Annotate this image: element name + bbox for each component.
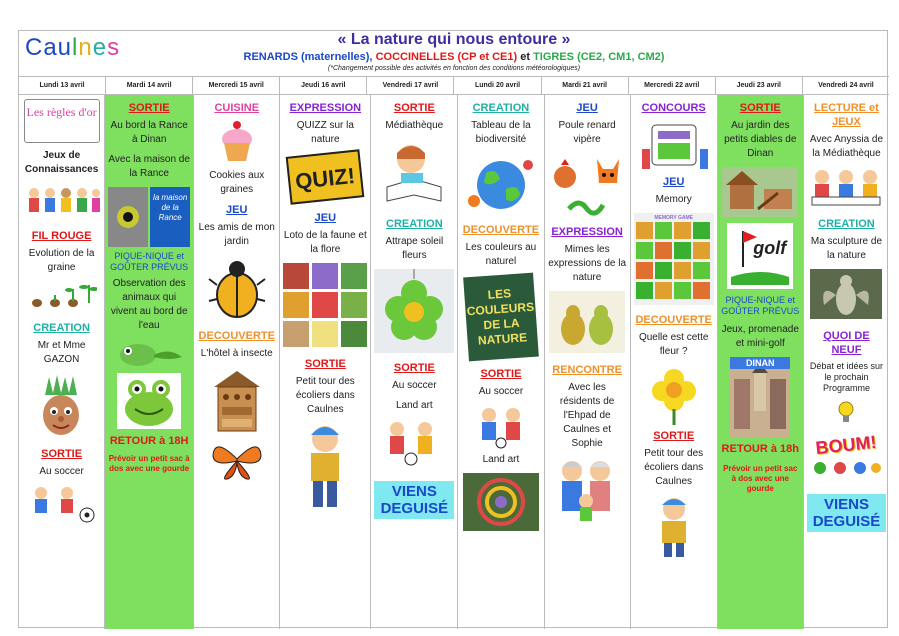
seedling-icon <box>27 281 97 311</box>
viens-deguise-badge: VIENS DEGUISÉ <box>807 494 886 532</box>
frog-icon <box>117 373 181 429</box>
child-reading-icon <box>381 139 447 209</box>
grandparents-icon <box>554 457 620 523</box>
flower-suncatcher-icon <box>374 269 454 353</box>
activity-text: Au bord la Rance à Dinan <box>110 120 188 145</box>
category-label: SORTIE <box>739 102 781 114</box>
activity-text: Petit tour des écoliers dans Caulnes <box>295 376 355 415</box>
activity-text: Ma sculpture de la nature <box>810 236 883 261</box>
planning-page <box>18 30 888 628</box>
retour-text: RETOUR à 18h <box>721 443 799 455</box>
regles-dor-scroll: Les règles d'or <box>24 99 100 143</box>
days-row <box>19 77 889 95</box>
golf-logo-text: golf <box>753 238 787 258</box>
boy-hiker-icon <box>646 495 702 559</box>
earth-biodiversity-icon <box>466 153 536 215</box>
kids-soccer-icon <box>471 405 531 449</box>
column-vendredi-24 <box>804 95 889 629</box>
activity-text: Médiathèque <box>385 120 444 131</box>
activity-text: Petit tour des écoliers dans Caulnes <box>644 448 704 487</box>
butterfly-icon <box>209 437 265 483</box>
groups-line <box>19 51 889 63</box>
activity-text: Cookies aux graines <box>209 170 265 195</box>
category-label: DECOUVERTE <box>635 314 712 326</box>
category-label: CREATION <box>472 102 530 114</box>
kids-reading-icon <box>808 167 884 209</box>
category-label: JEU <box>226 204 248 216</box>
column-lundi-13 <box>19 95 105 629</box>
day-header: Mercredi 22 avril <box>629 77 716 94</box>
playground-icon <box>722 167 798 217</box>
activity-text: Evolution de la graine <box>28 248 95 273</box>
category-label: JEU <box>662 176 685 188</box>
beetle-icon <box>207 255 267 321</box>
activity-text: Mr et Mme GAZON <box>37 340 86 365</box>
day-header: Jeudi 16 avril <box>280 77 367 94</box>
quiz-badge: QUIZ! <box>286 149 365 204</box>
column-jeudi-23 <box>718 95 804 629</box>
day-header: Mercredi 15 avril <box>193 77 280 94</box>
day-header: Mardi 21 avril <box>542 77 629 94</box>
category-label: DECOUVERTE <box>198 330 275 342</box>
category-label: QUOI DE NEUF <box>823 330 870 356</box>
lightbulb-icon <box>835 400 857 424</box>
activity-text: Jeux de Connaissances <box>24 150 99 175</box>
eye-icon <box>108 187 148 247</box>
retour-text: RETOUR à 18H <box>109 435 189 447</box>
maison-rance-logo: la maison de la Rance <box>150 187 190 247</box>
soccer-kids-icon <box>27 485 97 523</box>
activity-text: Attrape soleil fleurs <box>385 236 444 261</box>
category-label: LECTURE et JEUX <box>814 102 879 128</box>
memory-label: MEMORY GAME <box>654 215 693 221</box>
day-header: Jeudi 23 avril <box>716 77 803 94</box>
group-tigres: TIGRES (CE2, CM1, CM2) <box>533 51 665 63</box>
caulnes-logo: Caulnes <box>25 34 121 61</box>
book-cover: LES COULEURS DE LA NATURE <box>463 273 539 362</box>
category-label: CUISINE <box>214 102 260 114</box>
grass-head-icon <box>37 373 87 441</box>
group-renards: RENARDS (maternelles), <box>243 51 373 63</box>
day-header: Lundi 20 avril <box>454 77 541 94</box>
activity-text: Poule renard vipère <box>558 120 616 145</box>
daffodil-icon <box>648 365 700 425</box>
loto-grid-icon <box>283 263 367 347</box>
day-header: Vendredi 24 avril <box>818 82 874 89</box>
category-label: CREATION <box>33 322 90 334</box>
category-label: SORTIE <box>480 368 522 380</box>
activity-text: L'hôtel à insecte <box>200 348 273 359</box>
insect-hotel-icon <box>204 367 270 433</box>
category-label: FIL ROUGE <box>31 230 92 242</box>
category-label: SORTIE <box>304 358 346 370</box>
dinan-label: DINAN <box>730 357 790 369</box>
category-label: CONCOURS <box>641 102 706 114</box>
column-mardi-14 <box>105 95 194 629</box>
pears-icon <box>549 291 625 353</box>
activity-text: Land art <box>395 400 433 411</box>
children-icon <box>24 183 100 219</box>
category-label: PIQUE-NIQUE et GOÛTER PRÉVUS <box>110 251 189 272</box>
activity-text: Avec la maison de la Rance <box>108 154 190 179</box>
column-vendredi-17 <box>371 95 458 629</box>
prevoir-text: Prévoir un petit sac à dos avec une gourde <box>723 464 798 493</box>
activity-text: Quelle est cette fleur ? <box>638 332 709 357</box>
dinan-street-icon <box>730 369 790 437</box>
category-label: EXPRESSION <box>289 102 362 114</box>
concours-dessin-icon <box>638 119 710 171</box>
party-kids-icon <box>808 460 884 480</box>
day-header: Lundi 13 avril <box>19 77 106 94</box>
activity-text: Tableau de la biodiversité <box>471 120 531 145</box>
column-lundi-20 <box>458 95 544 629</box>
category-label: PIQUE-NIQUE et GOÛTER PRÉVUS <box>721 295 800 316</box>
hen-fox-snake-icon <box>551 153 623 217</box>
activity-text: Au jardin des petits diables de Dinan <box>724 120 797 159</box>
category-label: SORTIE <box>653 430 695 442</box>
kids-soccer-icon <box>381 419 447 467</box>
activity-text: Les amis de mon jardin <box>198 222 275 247</box>
boum-logo: BOUM! <box>815 431 878 459</box>
activity-text: Au soccer <box>39 466 84 477</box>
activity-text: Avec les résidents de l'Ehpad de Caulnes et Sophie <box>559 382 615 449</box>
category-label: SORTIE <box>393 102 435 114</box>
day-header: Mardi 14 avril <box>106 77 193 94</box>
category-label: CREATION <box>386 218 443 230</box>
activity-text: Débat et idées sur le prochain Programme <box>809 361 883 393</box>
column-mardi-21 <box>545 95 631 629</box>
day-header: Vendredi 17 avril <box>367 77 454 94</box>
activity-text: Loto de la faune et la flore <box>283 230 367 255</box>
activity-text: Observation des animaux qui vivent au bord de l'eau <box>110 278 188 331</box>
cupcake-icon <box>217 119 257 165</box>
activity-text: Au soccer <box>392 380 437 391</box>
group-coccinelles: COCCINELLES (CP et CE1) <box>375 51 518 63</box>
activity-text: Au soccer <box>478 386 524 397</box>
category-label: RENCONTRE <box>552 364 622 376</box>
activity-text: Les couleurs au naturel <box>465 242 537 267</box>
category-label: CREATION <box>818 218 875 230</box>
prevoir-text: Prévoir un petit sac à dos avec une gourde <box>108 454 190 473</box>
activity-text: Mimes les expressions de la nature <box>548 244 627 283</box>
nature-sculpture-icon <box>810 269 882 319</box>
category-label: JEU <box>314 212 337 224</box>
viens-deguise-badge: VIENS DEGUISÉ <box>374 481 454 519</box>
category-label: SORTIE <box>41 448 83 460</box>
memory-grid-icon <box>636 222 712 302</box>
activity-text: Jeux, promenade et mini-golf <box>721 324 799 349</box>
tadpole-icon <box>114 339 184 369</box>
category-label: EXPRESSION <box>551 226 623 238</box>
activity-columns <box>19 95 889 629</box>
category-label: JEU <box>576 102 598 114</box>
category-label: SORTIE <box>393 362 435 374</box>
land-art-icon <box>463 473 539 531</box>
activity-text: Avec Anyssia de la Médiathèque <box>809 134 884 159</box>
activity-text: Memory <box>655 194 692 205</box>
boy-hiker-icon <box>297 423 353 513</box>
column-mercredi-22 <box>631 95 718 629</box>
activity-text: Land art <box>482 454 520 465</box>
activity-text: QUIZZ sur la nature <box>296 120 354 145</box>
category-label: DECOUVERTE <box>462 224 540 236</box>
category-label: SORTIE <box>128 102 170 114</box>
weather-note: (*Changement possible des activités en fonction des conditions météorologiques) <box>327 65 581 72</box>
column-mercredi-15 <box>194 95 280 629</box>
group-et: et <box>520 51 530 63</box>
header <box>19 31 889 77</box>
page-title: « La nature qui nous entoure » <box>337 31 571 48</box>
column-jeudi-16 <box>280 95 371 629</box>
